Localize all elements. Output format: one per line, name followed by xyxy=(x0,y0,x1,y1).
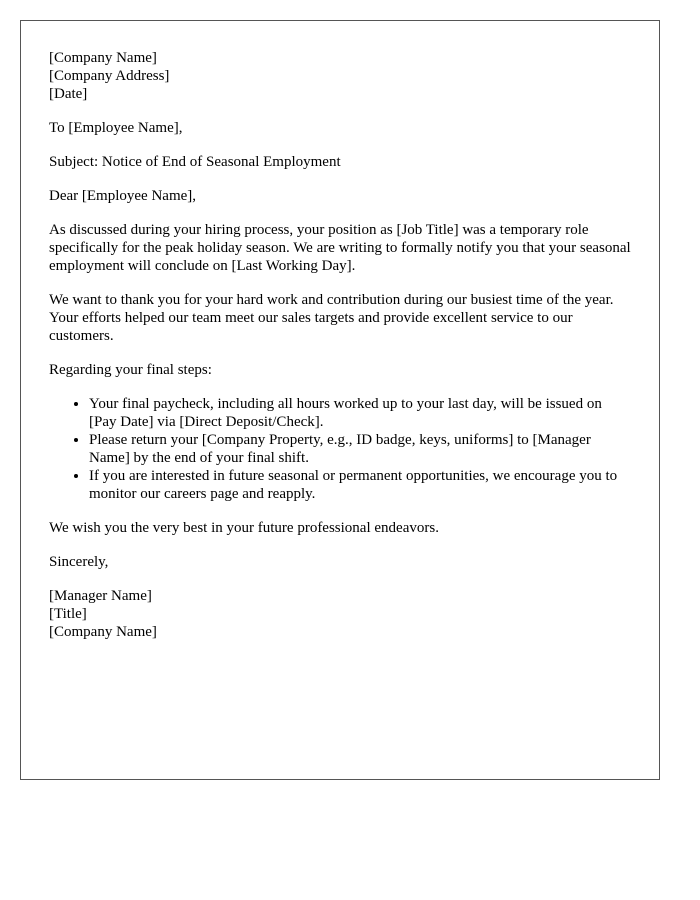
company-name: [Company Name] xyxy=(49,50,157,66)
intro-paragraph: As discussed during your hiring process, your position as [Job Title] was a temporary role specifically for the peak holiday season. We are writing to formally notify you that your seasonal employment will conclude on [Last Working Day]. xyxy=(49,222,631,274)
company-address: [Company Address] xyxy=(49,68,170,84)
manager-name: [Manager Name] xyxy=(49,588,152,604)
salutation: Dear [Employee Name], xyxy=(49,188,197,204)
sender-block xyxy=(49,49,633,103)
thanks-paragraph: We want to thank you for your hard work and contribution during our busiest time of the year. Your efforts helped our team meet our sales targets and provide excellent service to our customers. xyxy=(49,292,614,344)
signature-company-name: [Company Name] xyxy=(49,624,157,640)
subject-line: Subject: Notice of End of Seasonal Employment xyxy=(49,154,341,170)
signoff: Sincerely, xyxy=(49,554,109,570)
final-steps-list xyxy=(49,395,633,503)
letter-date: [Date] xyxy=(49,86,88,102)
recipient-line: To [Employee Name], xyxy=(49,120,183,136)
steps-intro: Regarding your final steps: xyxy=(49,362,212,378)
signature-block xyxy=(49,587,633,641)
step-paycheck: • Your final paycheck, including all hours worked up to your last day, will be issued on [Pay Date] via [Direct Deposit/Check]. xyxy=(89,395,633,431)
step-return-property: • Please return your [Company Property, e.g., ID badge, keys, uniforms] to [Manager Name] by the end of your final shift. xyxy=(89,431,633,467)
step-future-opportunities: • If you are interested in future seasonal or permanent opportunities, we encourage you to monitor our careers page and reapply. xyxy=(89,467,633,503)
letter-page xyxy=(20,20,660,780)
letter-body xyxy=(49,49,633,657)
manager-title: [Title] xyxy=(49,606,87,622)
closing-paragraph: We wish you the very best in your future professional endeavors. xyxy=(49,520,439,536)
